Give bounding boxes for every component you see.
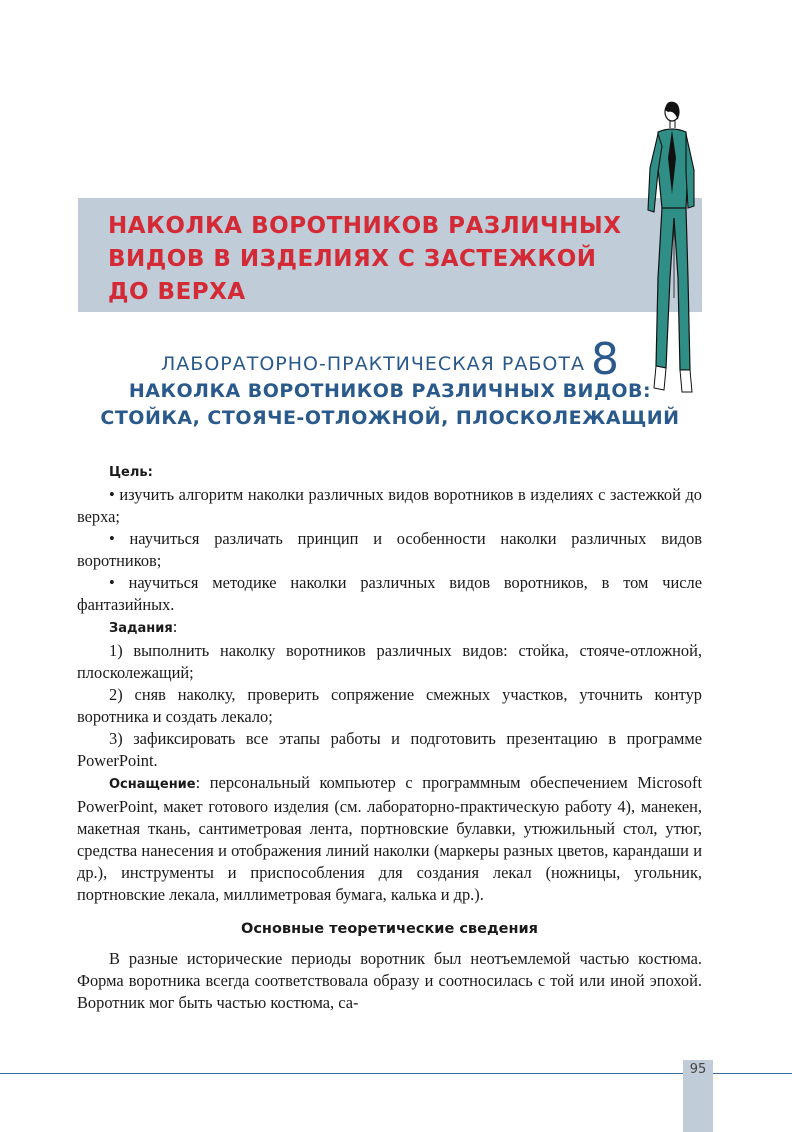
subtitle-line: СТОЙКА, СТОЯЧЕ-ОТЛОЖНОЙ, ПЛОСКОЛЕЖАЩИЙ [100, 407, 680, 429]
body-text [77, 460, 702, 1014]
goal-item: • изучить алгоритм наколки различных видов воротников в изделиях с застежкой до верха; [77, 485, 702, 526]
section-heading: Основные теоретические сведения [241, 921, 538, 937]
chapter-title [108, 210, 628, 309]
tasks-heading: Задания: [109, 617, 178, 636]
chapter-title-line: НАКОЛКА ВОРОТНИКОВ РАЗЛИЧНЫХ [108, 213, 622, 239]
footer-rule [0, 1073, 792, 1074]
chapter-title-line: ДО ВЕРХА [108, 279, 246, 305]
theory-paragraph: В разные исторические периоды воротник был неотъемлемой частью костюма. Форма воротника всегда соответствовала образу и соотносилась с той или иной эпохой. Воротник мог быть частью костюма, са- [77, 949, 702, 1012]
goal-label: Цель [109, 465, 148, 480]
lab-work-label: ЛАБОРАТОРНО-ПРАКТИЧЕСКАЯ РАБОТА [161, 353, 585, 375]
equipment-paragraph: Оснащение: персональный компьютер с программным обеспечением Microsoft PowerPoint, макет готового изделия (см. лабораторно-практическую работу 4), манекен, макетная ткань, сантиметровая лента, портновские булавки, утюжильный стол, утюг, средства нанесения и отображения линий наколки (маркеры разных цветов, карандаши и др.), инструменты и приспособления для создания лекал (ножницы, угольник, портновские лекала, миллиметровая бумага, калька и др.). [77, 773, 702, 904]
equipment-text: персональный компьютер с программным обеспечением Microsoft PowerPoint, макет готового изделия (см. лабораторно-практическую работу 4), манекен, макетная ткань, сантиметровая лента, портновские булавки, утюжильный стол, утюг, средства нанесения и отображения линий наколки (маркеры разных цветов, карандаши и др.), инструменты и приспособления для создания лекал (ножницы, угольник, портновские лекала, миллиметровая бумага, калька и др.). [77, 773, 702, 904]
task-item: 3) зафиксировать все этапы работы и подготовить презентацию в программе PowerPoint. [77, 729, 702, 770]
task-item: 1) выполнить наколку воротников различных видов: стойка, стояче-отложной, плосколежащий; [77, 641, 702, 682]
equipment-label: Оснащение [109, 777, 196, 792]
tasks-label: Задания [109, 621, 173, 636]
lab-work-subtitle [80, 378, 700, 432]
fashion-figure-illustration [628, 98, 712, 398]
goal-heading: Цель: [109, 465, 153, 480]
task-item: 2) сняв наколку, проверить сопряжение смежных участков, уточнить контур воротника и создать лекало; [77, 685, 702, 726]
lab-work-number: 8 [590, 334, 619, 385]
goal-item: • научиться методике наколки различных видов воротников, в том числе фантазийных. [77, 573, 702, 614]
chapter-title-line: ВИДОВ В ИЗДЕЛИЯХ С ЗАСТЕЖКОЙ [108, 246, 597, 272]
goal-item: • научиться различать принцип и особенности наколки различных видов воротников; [77, 529, 702, 570]
page-number: 95 [689, 1062, 707, 1077]
subtitle-line: НАКОЛКА ВОРОТНИКОВ РАЗЛИЧНЫХ ВИДОВ: [128, 380, 652, 402]
